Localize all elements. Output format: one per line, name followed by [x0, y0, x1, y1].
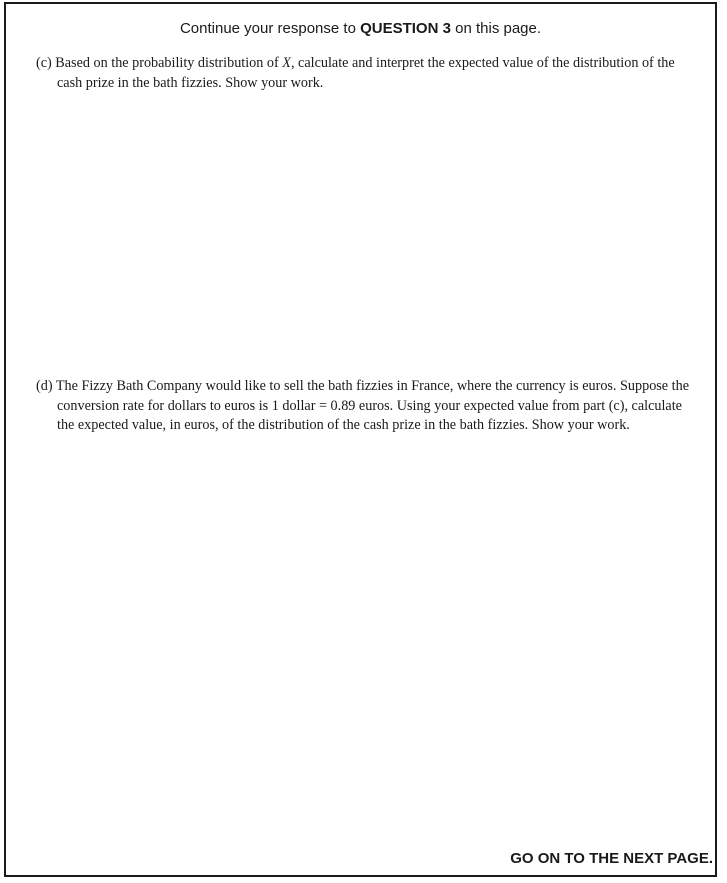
page-frame: [4, 2, 717, 877]
part-c-text-end: , calculate and interpret the expected value of the distribution of the cash prize in the bath fizzies. Show your work.: [57, 55, 675, 91]
random-variable-x: X: [282, 55, 291, 71]
page-header: [6, 20, 715, 37]
question-part-c: [36, 54, 701, 93]
part-d-label: (d): [36, 378, 53, 394]
question-reference: QUESTION 3: [360, 20, 451, 37]
go-on-next-page: GO ON TO THE NEXT PAGE.: [510, 850, 713, 867]
part-d-text: The Fizzy Bath Company would like to sell the bath fizzies in France, where the currency is euros. Suppose the conversion rate for dollars to euros is 1 dollar = 0.89 euros. Using your expected value from part (c), calculate the expected value, in euros, of the distribution of the cash prize in the bath fizzies. Show your work.: [55, 378, 689, 433]
question-part-d: [36, 377, 701, 436]
header-suffix: on this page.: [455, 20, 542, 37]
header-prefix: Continue your response to: [179, 20, 356, 37]
part-c-label: (c): [36, 55, 52, 71]
part-c-text-start: Based on the probability distribution of: [55, 55, 279, 71]
